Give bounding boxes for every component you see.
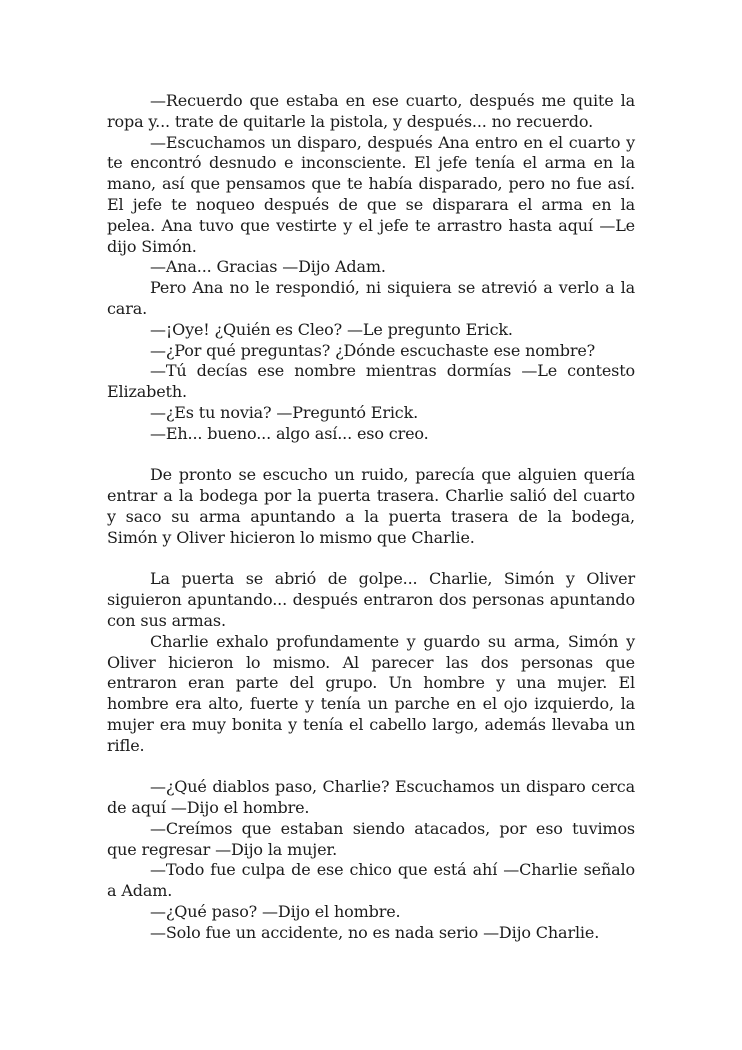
paragraph-gap bbox=[107, 757, 635, 778]
paragraph: —Creímos que estaban siendo atacados, por eso tuvimos que regresar —Dijo la mujer. bbox=[107, 818, 635, 859]
paragraph: Charlie exhalo profundamente y guardo su arma, Simón y Oliver hicieron lo mismo. Al parecer las dos personas que entraron eran parte del grupo. Un hombre y una mujer. El hombre era alto, fuerte y tenía un parche en el ojo izquierdo, la mujer era muy bonita y tenía el cabello largo, además llevaba un rifle. bbox=[107, 631, 635, 755]
paragraph-gap bbox=[107, 445, 635, 466]
paragraph: —¡Oye! ¿Quién es Cleo? —Le pregunto Erick. bbox=[150, 319, 513, 339]
paragraph: —¿Qué paso? —Dijo el hombre. bbox=[150, 902, 401, 922]
paragraph: —Eh... bueno... algo así... eso creo. bbox=[150, 423, 429, 443]
paragraph: —Escuchamos un disparo, después Ana entro en el cuarto y te encontró desnudo e inconsciente. El jefe tenía el arma en la mano, así que pensamos que te había disparado, pero no fue así. El jefe te noqueo después de que se disparara el arma en la pelea. Ana tuvo que vestirte y el jefe te arrastro hasta aquí —Le dijo Simón. bbox=[107, 132, 635, 256]
paragraph: De pronto se escucho un ruido, parecía que alguien quería entrar a la bodega por la puerta trasera. Charlie salió del cuarto y saco su arma apuntando a la puerta trasera de la bodega, Simón y Oliver hicieron lo mismo que Charlie. bbox=[107, 465, 635, 547]
paragraph-gap bbox=[107, 549, 635, 570]
paragraph: —Tú decías ese nombre mientras dormías —Le contesto Elizabeth. bbox=[107, 361, 635, 402]
paragraph: —¿Qué diablos paso, Charlie? Escuchamos un disparo cerca de aquí —Dijo el hombre. bbox=[107, 777, 635, 818]
paragraph: La puerta se abrió de golpe... Charlie, Simón y Oliver siguieron apuntando... después entraron dos personas apuntando con sus armas. bbox=[107, 569, 635, 630]
paragraph: —Recuerdo que estaba en ese cuarto, después me quite la ropa y... trate de quitarle la pistola, y después... no recuerdo. bbox=[107, 91, 635, 131]
paragraph: —Solo fue un accidente, no es nada serio —Dijo Charlie. bbox=[150, 922, 600, 942]
page-body bbox=[107, 91, 635, 944]
paragraph: —¿Por qué preguntas? ¿Dónde escuchaste ese nombre? bbox=[150, 340, 596, 360]
paragraph: Pero Ana no le respondió, ni siquiera se atrevió a verlo a la cara. bbox=[107, 278, 635, 318]
paragraph: —¿Es tu novia? —Preguntó Erick. bbox=[150, 402, 419, 422]
paragraph: —Todo fue culpa de ese chico que está ahí —Charlie señalo a Adam. bbox=[107, 860, 635, 901]
paragraph: —Ana... Gracias —Dijo Adam. bbox=[150, 257, 386, 277]
